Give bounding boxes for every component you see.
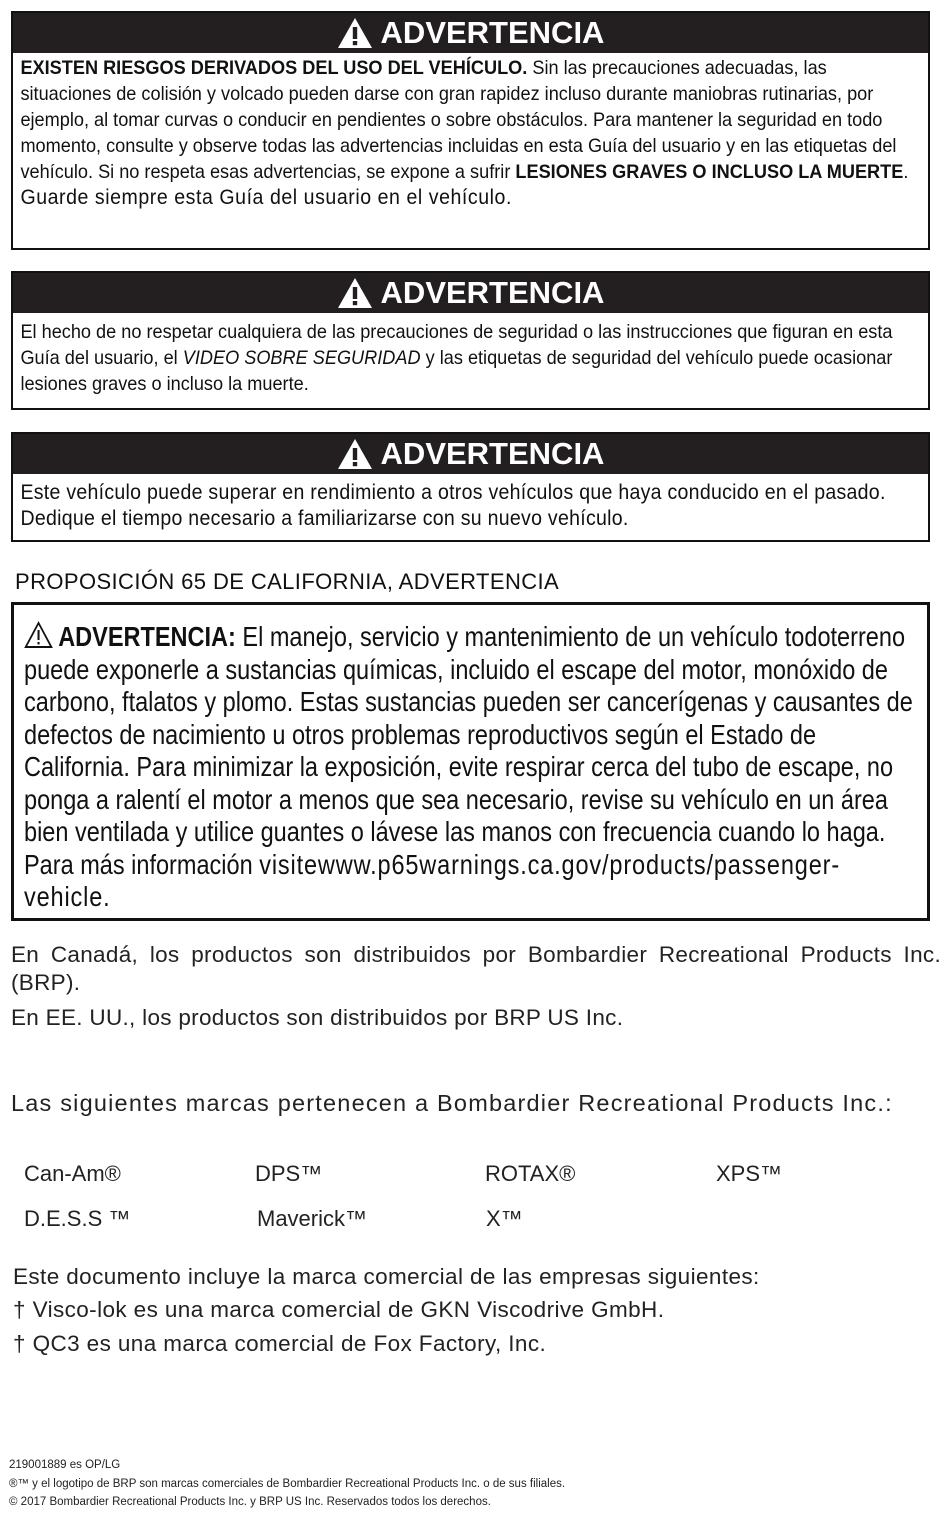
prop65-text: El manejo, servicio y mantenimiento de un vehículo todoterreno puede exponerle a sustancias químicas, incluido el escape del motor, monóxido de carbono, ftalatos y plomo. Estas sustancias pueden ser cancerígenas y causantes de defectos de nacimiento u otros problemas reproductivos según el Estado de California. Para minimizar la exposición, evite respirar cerca del tubo de escape, no ponga a ralentí el motor a menos que sea necesario, revise su vehículo en un área bien ventilada y utilice guantes o lávese las manos con frecuencia cuando lo haga. Para más información [24,621,913,880]
warning-box-safety [11,271,930,410]
warning-body [13,474,920,536]
warning-header [13,434,928,474]
warning-bold-intro: EXISTEN RIESGOS DERIVADOS DEL USO DEL VEHÍCULO. [20,57,528,79]
prop65-warning-box [11,602,930,921]
third-party-item: † Visco-lok es una marca comercial de GKN Viscodrive GmbH. [13,1297,665,1322]
trademark-item: Can-Am® [24,1161,121,1186]
warning-text: Este vehículo puede superar en rendimiento a otros vehículos que haya conducido en el pasado. Dedique el tiempo necesario a familiarizarse con su nuevo vehículo. [20,481,886,530]
warning-box-performance [11,432,930,542]
trademark-item: DPS™ [255,1161,323,1186]
prop65-body [24,621,913,914]
trademark-item: ROTAX® [485,1161,576,1186]
keep-guide-line: Guarde siempre esta Guía del usuario en el vehículo. [20,186,512,209]
prop65-title: PROPOSICIÓN 65 DE CALIFORNIA, ADVERTENCIA [15,569,560,594]
warning-header-label: ADVERTENCIA [380,275,605,310]
trademark-item: Maverick™ [257,1206,368,1231]
prop65-url[interactable]: visitewww.p65warnings.ca.gov/products/passenger-vehicle. [24,848,841,912]
warning-bold-end: LESIONES GRAVES O INCLUSO LA MUERTE [515,161,904,183]
trademark-item: X™ [486,1206,523,1231]
prop65-label: ADVERTENCIA: [58,621,236,652]
warning-text-end: . [903,161,909,183]
third-party-item: † QC3 es una marca comercial de Fox Factory, Inc. [13,1331,547,1356]
warning-header-label: ADVERTENCIA [380,15,605,50]
distribution-canada: En Canadá, los productos son distribuidos por Bombardier Recreational Products Inc. (BRP). [11,942,941,995]
warning-header [13,273,928,313]
warning-triangle-icon [337,17,373,49]
brp-logo-note: ®™ y el logotipo de BRP son marcas comerciales de Bombardier Recreational Products Inc. o de sus filiales. [9,1478,566,1490]
doc-code: 219001889 es OP/LG [9,1459,121,1471]
warning-triangle-icon [337,438,373,470]
warning-text: El hecho de no respetar cualquiera de las precauciones de seguridad o las instrucciones que figuran en esta Guía del usuario, el [20,321,893,369]
warning-header-label: ADVERTENCIA [380,436,605,471]
distribution-usa: En EE. UU., los productos son distribuidos por BRP US Inc. [11,1005,624,1030]
safety-video-title: VIDEO SOBRE SEGURIDAD [182,347,421,369]
warning-box-risks [11,11,930,250]
trademark-item: D.E.S.S ™ [24,1206,131,1231]
warning-header [13,13,928,53]
warning-triangle-icon [337,277,373,309]
warning-body [13,313,920,401]
warning-text: Sin las precauciones adecuadas, las situaciones de colisión y volcado pueden darse con gran rapidez incluso durante maniobras rutinarias, por ejemplo, al tomar curvas o conducir en pendientes o sobre obstáculos. Para mantener la seguridad en todo momento, consulte y observe todas las advertencias incluidas en esta Guía del usuario y en las etiquetas del vehículo. Si no respeta esas advertencias, se expone a sufrir [20,57,897,183]
trademark-item: XPS™ [716,1161,783,1186]
warning-outline-triangle-icon [24,621,53,649]
trademarks-title: Las siguientes marcas pertenecen a Bombardier Recreational Products Inc.: [11,1090,893,1116]
copyright: © 2017 Bombardier Recreational Products Inc. y BRP US Inc. Reservados todos los derechos. [9,1496,491,1508]
warning-body [13,53,920,215]
third-party-intro: Este documento incluye la marca comercial de las empresas siguientes: [13,1264,760,1289]
warning-text-end: y las etiquetas de seguridad del vehículo puede ocasionar lesiones graves o incluso la muerte. [20,347,893,395]
